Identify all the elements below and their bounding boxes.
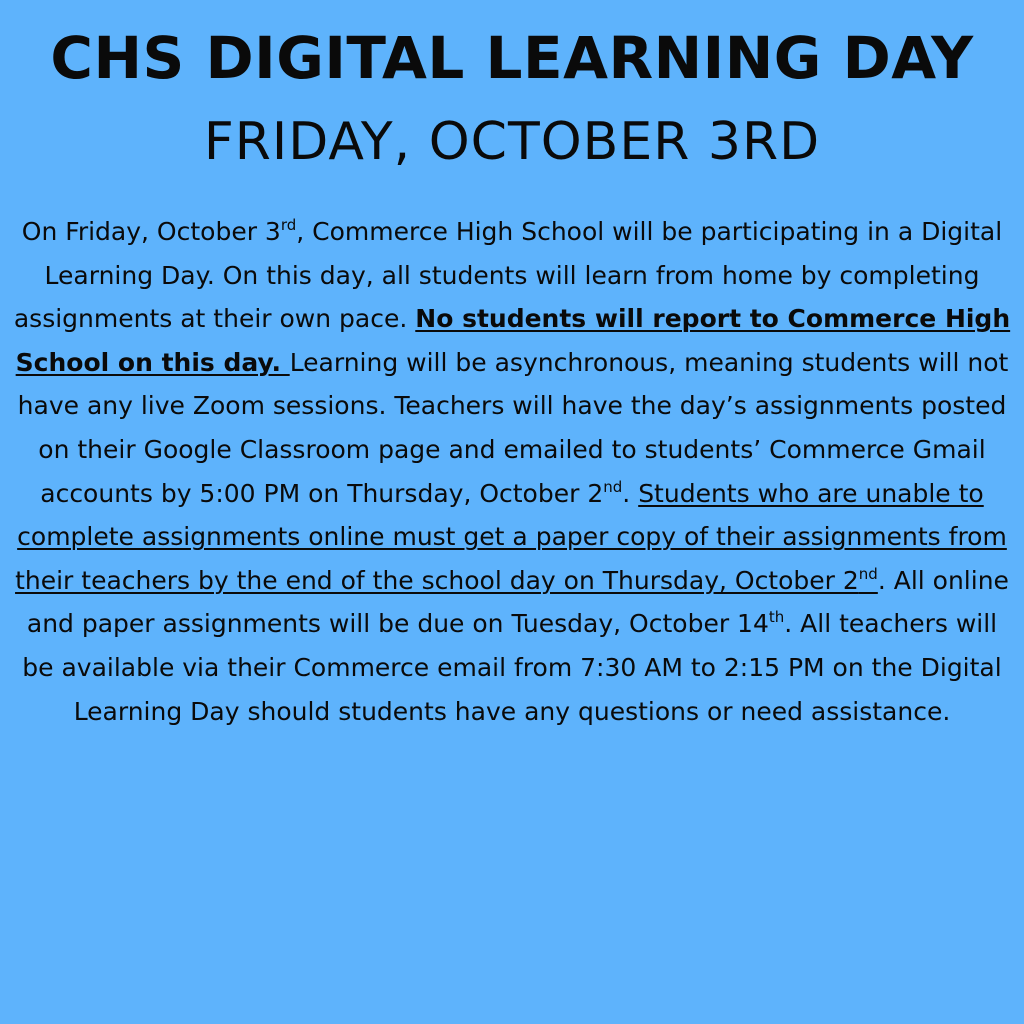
date-subtitle: FRIDAY, OCTOBER 3RD — [203, 112, 821, 172]
paper-copy-text: Students who are unable to complete assignments online must get a paper copy of their assignments from their teachers by the end of the school day on Thursday, October 2 — [15, 478, 1007, 595]
body-text-intro: On Friday, October 3 — [21, 217, 281, 246]
body-text-asynchronous: Learning will be asynchronous, meaning students will not have any live Zoom sessions. Teachers will have the day’s assignments posted on their Google Classroom page and emailed to students’ Commerce Gmail accounts by 5:00 PM on Thursday, October 2 — [17, 347, 1009, 508]
body-text-period: . — [622, 478, 639, 508]
body-text-availability: . All teachers will be available via their Commerce email from 7:30 AM to 2:15 PM on the Digital Learning Day should students have any questions or need assistance. — [22, 609, 1002, 726]
body-text-intro-cont: , Commerce High School will be participating in a Digital Learning Day. On this day, all students will learn from home by completing assignments at their own pace. — [13, 217, 1003, 334]
ordinal-suffix: nd — [603, 477, 623, 496]
announcement-body — [10, 210, 1014, 733]
page-title: CHS DIGITAL LEARNING DAY — [50, 24, 974, 92]
body-text-due-date: . All online and paper assignments will be due on Tuesday, October 14 — [26, 565, 1009, 639]
ordinal-suffix: th — [768, 608, 785, 627]
ordinal-suffix: rd — [280, 216, 297, 234]
ordinal-suffix: nd — [858, 564, 878, 583]
no-report-notice: No students will report to Commerce High School on this day. — [15, 304, 1011, 377]
